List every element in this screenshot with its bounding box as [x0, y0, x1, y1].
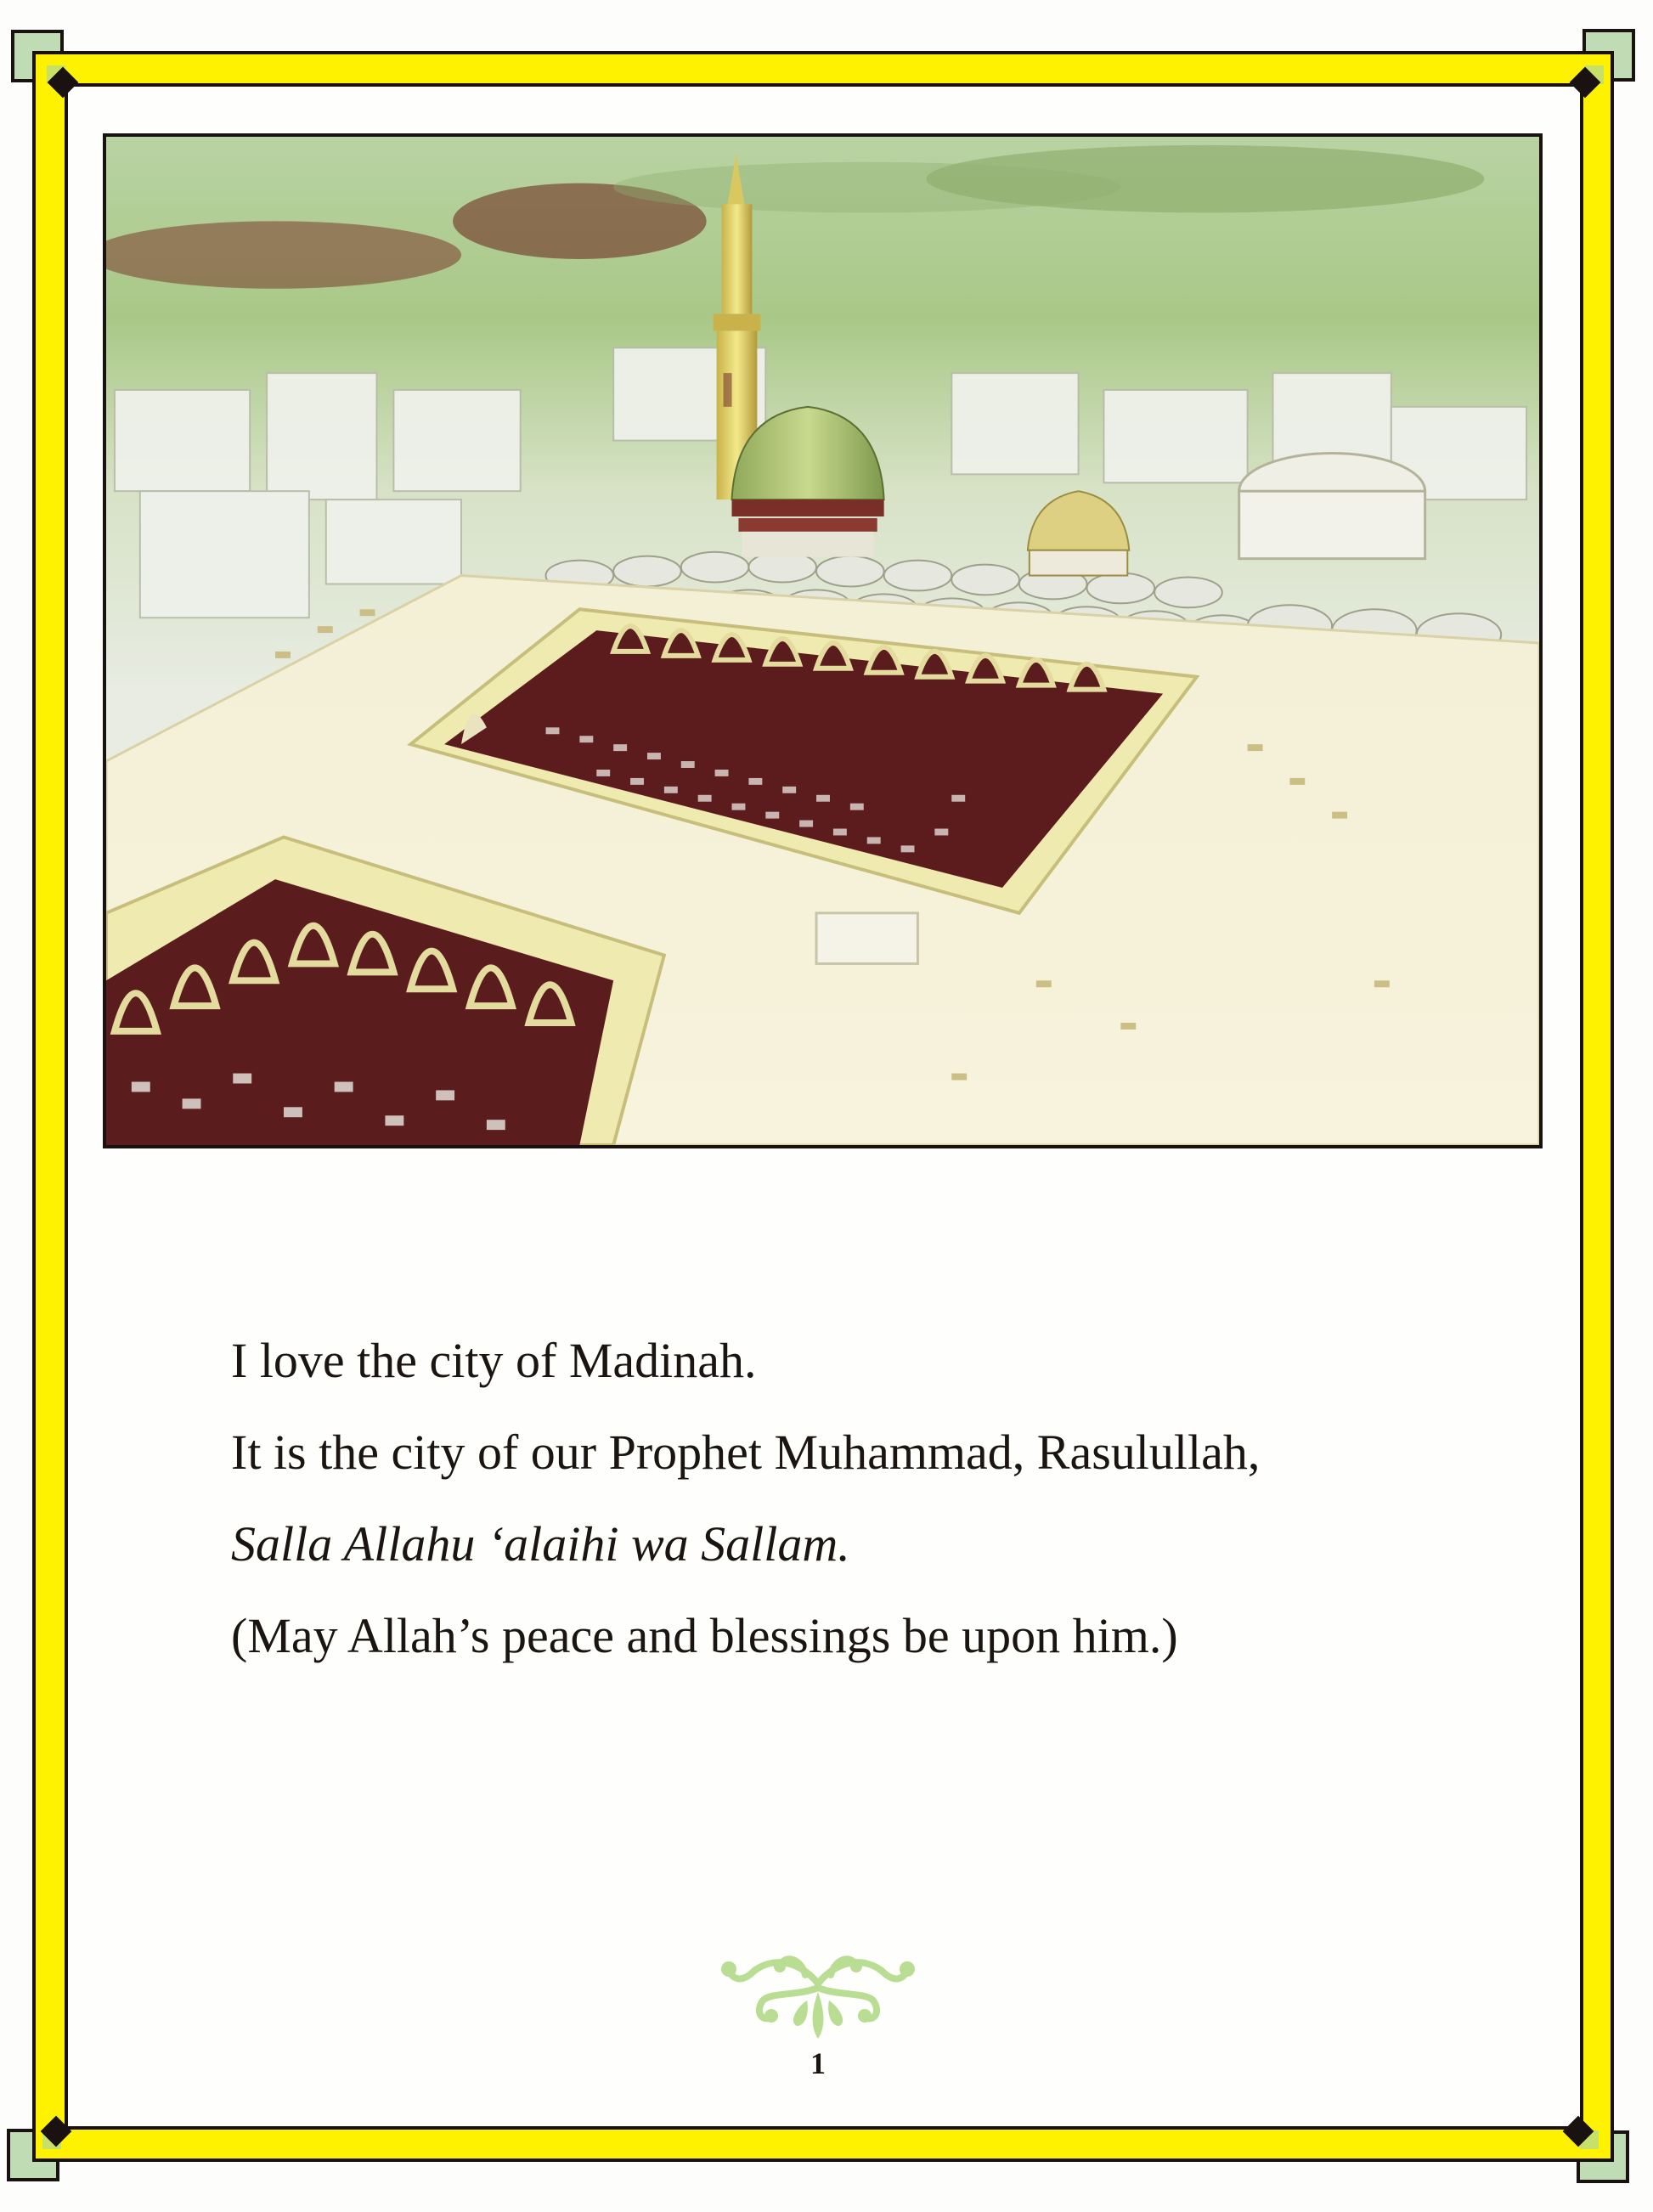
mosque-illustration: [103, 133, 1543, 1148]
mosque-illustration-icon: [106, 137, 1539, 1145]
text-line-2: It is the city of our Prophet Muhammad, Rasulullah,: [231, 1425, 1261, 1480]
floral-scroll-ornament-icon: [703, 1941, 933, 2043]
text-line-3-honorific: Salla Allahu ‘alaihi wa Sallam.: [231, 1516, 850, 1572]
text-line-4-translation: (May Allah’s peace and blessings be upon him.): [231, 1608, 1178, 1663]
page-number: 1: [810, 2046, 826, 2080]
story-text: [231, 1315, 1420, 1682]
text-line-1: I love the city of Madinah.: [231, 1333, 757, 1388]
